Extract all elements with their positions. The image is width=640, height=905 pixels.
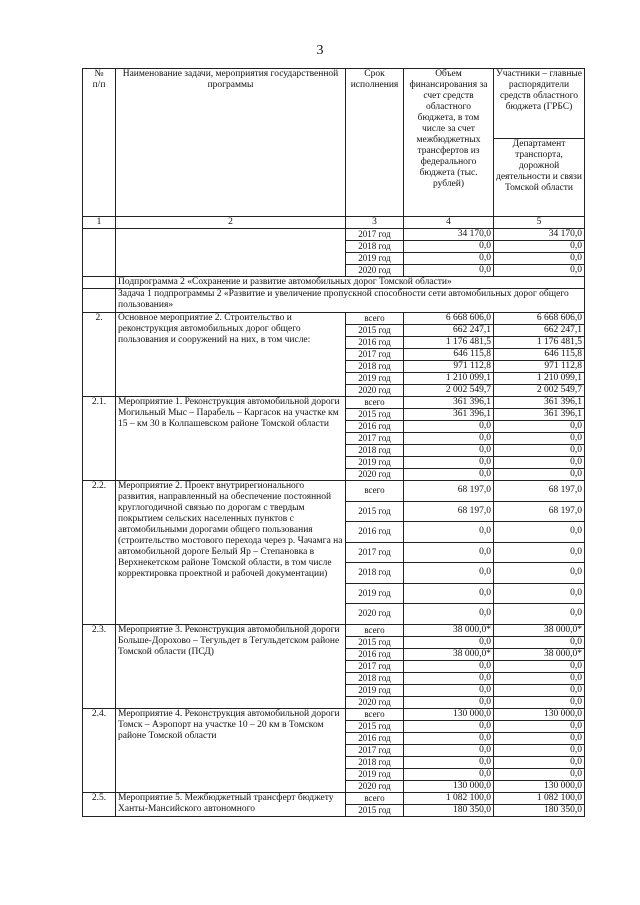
task-title: Задача 1 подпрограммы 2 «Развитие и увеличение пропускной способности сети автомобильных дорог общего пользования» — [116, 289, 585, 313]
grbs-amount-cell: 130 000,0 — [494, 708, 585, 720]
amount-cell: 662 247,1 — [404, 325, 494, 337]
column-number-row — [83, 217, 585, 229]
item-number: 2.4. — [83, 708, 116, 792]
amount-cell: 38 000,0* — [404, 624, 494, 636]
year-cell: 2019 год — [346, 768, 404, 780]
amount-cell: 68 197,0 — [404, 481, 494, 502]
grbs-amount-cell: 361 396,1 — [494, 397, 585, 409]
year-cell: 2015 год — [346, 804, 404, 816]
header-row — [83, 69, 585, 139]
amount-cell: 0,0 — [404, 636, 494, 648]
grbs-amount-cell: 0,0 — [494, 636, 585, 648]
year-cell: 2020 год — [346, 385, 404, 397]
table-row — [83, 708, 585, 720]
header-col-name: Наименование задачи, мероприятия государственной программы — [116, 69, 346, 217]
amount-cell: 68 197,0 — [404, 501, 494, 522]
grbs-amount-cell: 0,0 — [494, 457, 585, 469]
grbs-amount-cell: 0,0 — [494, 672, 585, 684]
grbs-amount-cell: 180 350,0 — [494, 804, 585, 816]
amount-cell: 0,0 — [404, 265, 494, 277]
amount-cell: 0,0 — [404, 522, 494, 543]
year-cell: всего — [346, 313, 404, 325]
grbs-amount-cell: 0,0 — [494, 469, 585, 481]
num-cell — [83, 289, 116, 313]
item-number: 2.1. — [83, 397, 116, 481]
amount-cell: 1 082 100,0 — [404, 792, 494, 804]
year-cell: 2017 год — [346, 433, 404, 445]
num-cell — [83, 277, 116, 289]
grbs-amount-cell: 38 000,0* — [494, 648, 585, 660]
grbs-amount-cell: 130 000,0 — [494, 780, 585, 792]
amount-cell: 971 112,8 — [404, 361, 494, 373]
amount-cell: 180 350,0 — [404, 804, 494, 816]
table-row — [83, 229, 585, 241]
grbs-amount-cell: 0,0 — [494, 604, 585, 625]
grbs-amount-cell: 68 197,0 — [494, 501, 585, 522]
year-cell: всего — [346, 708, 404, 720]
amount-cell: 0,0 — [404, 469, 494, 481]
year-cell: 2019 год — [346, 373, 404, 385]
grbs-amount-cell: 0,0 — [494, 768, 585, 780]
grbs-amount-cell: 0,0 — [494, 720, 585, 732]
year-cell: 2016 год — [346, 648, 404, 660]
subprogram-title: Подпрограмма 2 «Сохранение и развитие автомобильных дорог Томской области» — [116, 277, 585, 289]
year-cell: 2015 год — [346, 325, 404, 337]
year-cell: 2020 год — [346, 780, 404, 792]
grbs-amount-cell: 0,0 — [494, 756, 585, 768]
year-cell: 2016 год — [346, 337, 404, 349]
grbs-amount-cell: 0,0 — [494, 253, 585, 265]
item-name: Основное мероприятие 2. Строительство и реконструкция автомобильных дорог общего пользования и сооружений на них, в том числе: — [116, 313, 346, 397]
year-cell: 2017 год — [346, 229, 404, 241]
task-row — [83, 289, 585, 313]
amount-cell: 0,0 — [404, 421, 494, 433]
grbs-amount-cell: 0,0 — [494, 660, 585, 672]
amount-cell: 1 176 481,5 — [404, 337, 494, 349]
grbs-amount-cell: 0,0 — [494, 744, 585, 756]
amount-cell: 361 396,1 — [404, 397, 494, 409]
col-number: 5 — [494, 217, 585, 229]
grbs-amount-cell: 0,0 — [494, 522, 585, 543]
grbs-amount-cell: 0,0 — [494, 684, 585, 696]
amount-cell: 0,0 — [404, 756, 494, 768]
amount-cell: 2 002 549,7 — [404, 385, 494, 397]
program-table — [82, 68, 585, 817]
year-cell: 2020 год — [346, 265, 404, 277]
year-cell: 2015 год — [346, 501, 404, 522]
grbs-amount-cell: 1 176 481,5 — [494, 337, 585, 349]
year-cell: 2019 год — [346, 583, 404, 604]
year-cell: всего — [346, 624, 404, 636]
item-number: 2. — [83, 313, 116, 397]
year-cell: 2018 год — [346, 445, 404, 457]
grbs-amount-cell: 0,0 — [494, 732, 585, 744]
amount-cell: 130 000,0 — [404, 780, 494, 792]
amount-cell: 646 115,8 — [404, 349, 494, 361]
grbs-amount-cell: 0,0 — [494, 563, 585, 584]
amount-cell: 0,0 — [404, 672, 494, 684]
header-col-participants: Участники – главные распорядители средств областного бюджета (ГРБС) — [494, 69, 585, 139]
year-cell: 2020 год — [346, 469, 404, 481]
amount-cell: 38 000,0* — [404, 648, 494, 660]
item-name: Мероприятие 5. Межбюджетный трансферт бюджету Ханты-Мансийского автономного — [116, 792, 346, 816]
col-number: 1 — [83, 217, 116, 229]
amount-cell: 0,0 — [404, 563, 494, 584]
year-cell: 2018 год — [346, 756, 404, 768]
amount-cell: 0,0 — [404, 583, 494, 604]
table-row — [83, 313, 585, 325]
amount-cell: 130 000,0 — [404, 708, 494, 720]
amount-cell: 0,0 — [404, 433, 494, 445]
table-row — [83, 792, 585, 804]
grbs-amount-cell: 2 002 549,7 — [494, 385, 585, 397]
amount-cell: 0,0 — [404, 542, 494, 563]
item-name: Мероприятие 2. Проект внутрирегионального развития, направленный на обеспечение постоянной круглогодичной связью по дорогам с твердым покрытием сельских населенных пунктов с автомобильными дорогами общего пользования (строительство мостового перехода через р. Чачамга на автомобильной дороге Белый Яр – Степановка в Верхнекетском районе Томской области, в том числе корректировка проектной и рабочей документации) — [116, 481, 346, 625]
grbs-amount-cell: 646 115,8 — [494, 349, 585, 361]
grbs-amount-cell: 0,0 — [494, 265, 585, 277]
grbs-amount-cell: 38 000,0* — [494, 624, 585, 636]
grbs-amount-cell: 0,0 — [494, 241, 585, 253]
year-cell: всего — [346, 481, 404, 502]
year-cell: 2018 год — [346, 672, 404, 684]
amount-cell: 0,0 — [404, 732, 494, 744]
year-cell: 2017 год — [346, 744, 404, 756]
col-number: 3 — [346, 217, 404, 229]
year-cell: 2017 год — [346, 542, 404, 563]
grbs-amount-cell: 1 210 099,1 — [494, 373, 585, 385]
header-col-num: № п/п — [83, 69, 116, 217]
year-cell: 2019 год — [346, 684, 404, 696]
year-cell: 2018 год — [346, 563, 404, 584]
amount-cell: 0,0 — [404, 720, 494, 732]
amount-cell: 361 396,1 — [404, 409, 494, 421]
year-cell: 2016 год — [346, 732, 404, 744]
year-cell: 2015 год — [346, 720, 404, 732]
grbs-amount-cell: 662 247,1 — [494, 325, 585, 337]
col-number: 4 — [404, 217, 494, 229]
header-col-financing: Объем финансирования за счет средств областного бюджета, в том числе за счет межбюджетных трансфертов из федерального бюджета (тыс. рублей) — [404, 69, 494, 217]
year-cell: 2017 год — [346, 349, 404, 361]
grbs-amount-cell: 971 112,8 — [494, 361, 585, 373]
amount-cell: 0,0 — [404, 684, 494, 696]
num-cell — [83, 229, 116, 277]
grbs-amount-cell: 0,0 — [494, 433, 585, 445]
year-cell: 2020 год — [346, 604, 404, 625]
year-cell: всего — [346, 397, 404, 409]
amount-cell: 34 170,0 — [404, 229, 494, 241]
amount-cell: 0,0 — [404, 604, 494, 625]
grbs-amount-cell: 361 396,1 — [494, 409, 585, 421]
item-name: Мероприятие 3. Реконструкция автомобильной дороги Больше-Дорохово – Тегульдет в Тегульдетском районе Томской области (ПСД) — [116, 624, 346, 708]
year-cell: всего — [346, 792, 404, 804]
amount-cell: 0,0 — [404, 457, 494, 469]
grbs-amount-cell: 0,0 — [494, 583, 585, 604]
item-name: Мероприятие 1. Реконструкция автомобильной дороги Могильный Мыс – Парабель – Каргасок на участке км 15 – км 30 в Колпашевском районе Томской области — [116, 397, 346, 481]
year-cell: 2016 год — [346, 421, 404, 433]
amount-cell: 1 210 099,1 — [404, 373, 494, 385]
item-number: 2.5. — [83, 792, 116, 816]
year-cell: 2020 год — [346, 696, 404, 708]
grbs-amount-cell: 0,0 — [494, 542, 585, 563]
name-cell — [116, 229, 346, 277]
year-cell: 2017 год — [346, 660, 404, 672]
amount-cell: 0,0 — [404, 768, 494, 780]
amount-cell: 0,0 — [404, 241, 494, 253]
item-number: 2.2. — [83, 481, 116, 625]
amount-cell: 0,0 — [404, 253, 494, 265]
page-number: 3 — [316, 43, 324, 58]
grbs-amount-cell: 0,0 — [494, 421, 585, 433]
year-cell: 2019 год — [346, 457, 404, 469]
header-col-department: Департамент транспорта, дорожной деятельности и связи Томской области — [494, 139, 585, 217]
grbs-amount-cell: 1 082 100,0 — [494, 792, 585, 804]
header-col-term: Срок исполнения — [346, 69, 404, 217]
amount-cell: 6 668 606,0 — [404, 313, 494, 325]
year-cell: 2015 год — [346, 409, 404, 421]
grbs-amount-cell: 68 197,0 — [494, 481, 585, 502]
item-number: 2.3. — [83, 624, 116, 708]
col-number: 2 — [116, 217, 346, 229]
subprogram-row — [83, 277, 585, 289]
item-name: Мероприятие 4. Реконструкция автомобильной дороги Томск – Аэропорт на участке 10 – 20 км в Томском районе Томской области — [116, 708, 346, 792]
table-row — [83, 624, 585, 636]
year-cell: 2018 год — [346, 241, 404, 253]
amount-cell: 0,0 — [404, 660, 494, 672]
amount-cell: 0,0 — [404, 445, 494, 457]
amount-cell: 0,0 — [404, 696, 494, 708]
year-cell: 2016 год — [346, 522, 404, 543]
year-cell: 2019 год — [346, 253, 404, 265]
amount-cell: 0,0 — [404, 744, 494, 756]
table-row — [83, 397, 585, 409]
year-cell: 2018 год — [346, 361, 404, 373]
grbs-amount-cell: 0,0 — [494, 445, 585, 457]
grbs-amount-cell: 34 170,0 — [494, 229, 585, 241]
year-cell: 2015 год — [346, 636, 404, 648]
grbs-amount-cell: 0,0 — [494, 696, 585, 708]
grbs-amount-cell: 6 668 606,0 — [494, 313, 585, 325]
table-row — [83, 481, 585, 502]
